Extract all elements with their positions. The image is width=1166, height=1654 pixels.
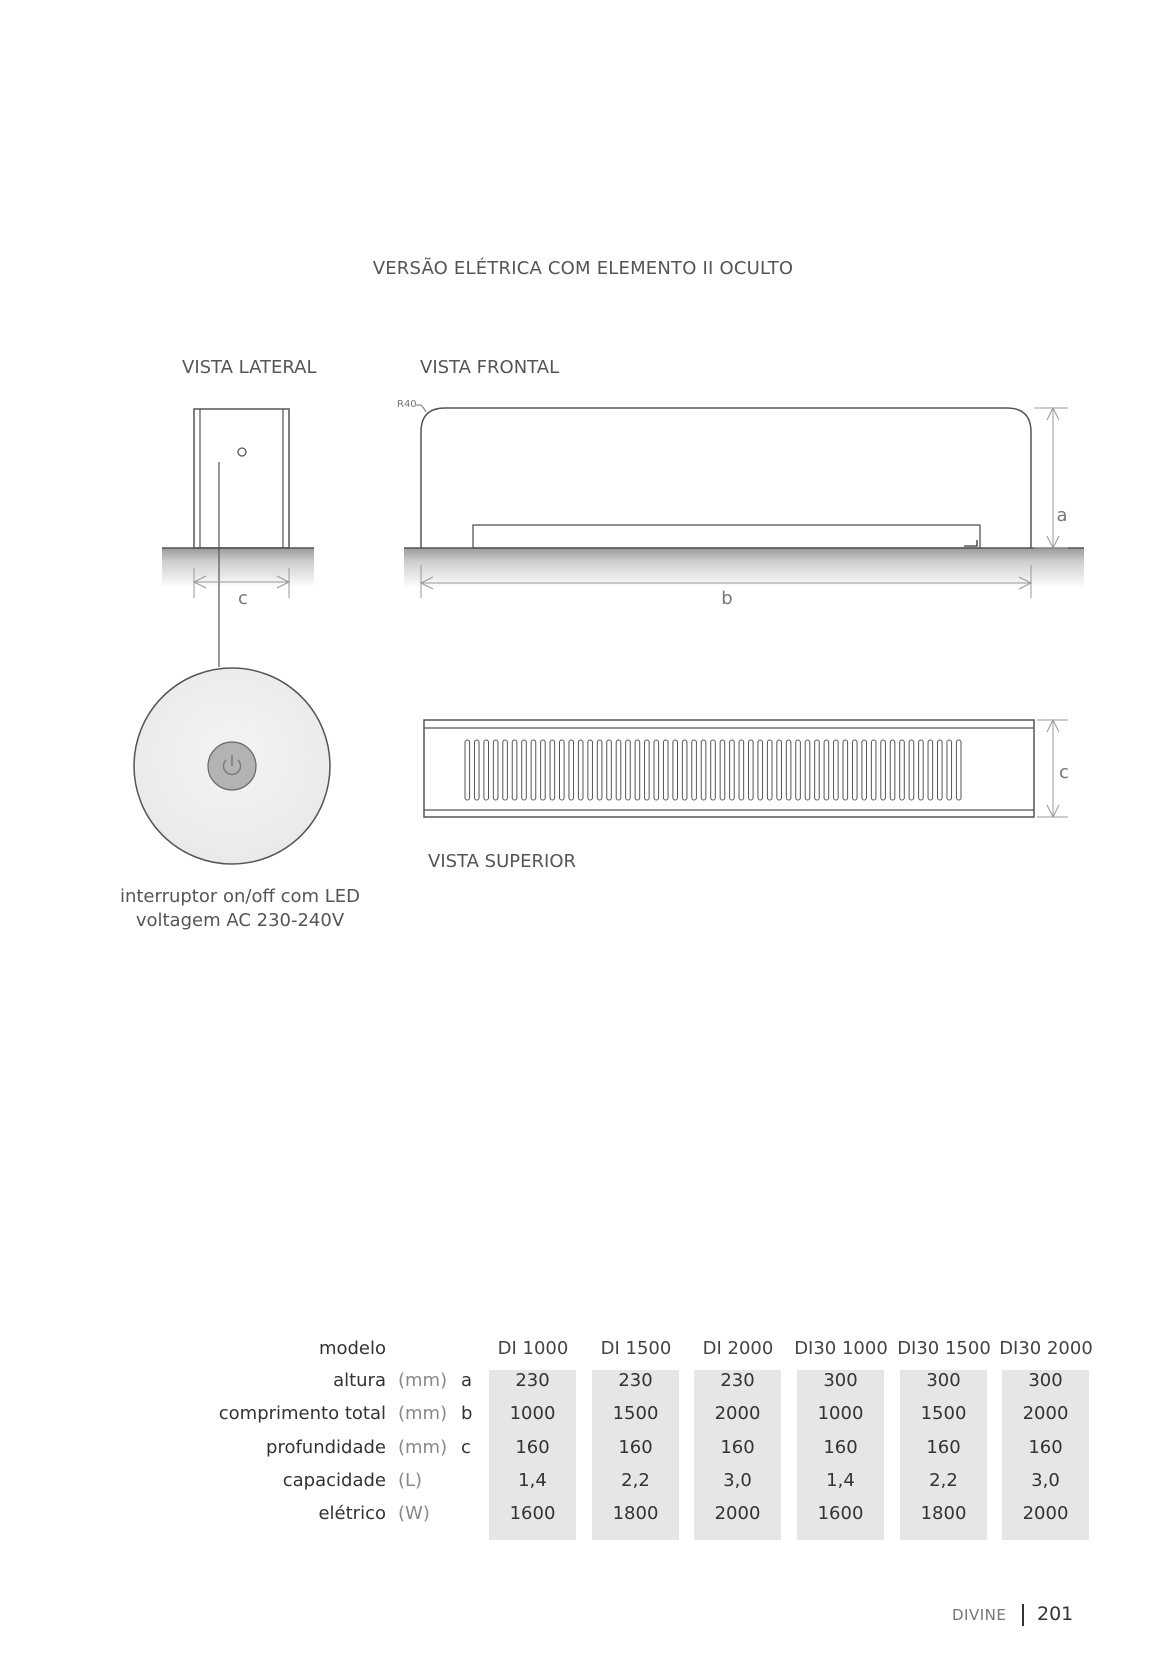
grille-slot <box>749 740 754 800</box>
grille-slot <box>956 740 961 800</box>
grille-slot <box>730 740 735 800</box>
grille-slot <box>919 740 924 800</box>
grille-slot <box>852 740 857 800</box>
spec-cell: 1500 <box>920 1403 967 1424</box>
spec-model-header: DI30 1000 <box>794 1338 888 1359</box>
spec-cell: 1800 <box>920 1503 967 1524</box>
spec-row-unit: (L) <box>398 1470 423 1491</box>
switch-note <box>110 885 370 933</box>
dim-label-b: b <box>721 588 733 609</box>
spec-cell: 2000 <box>714 1403 761 1424</box>
grille-slot <box>824 740 829 800</box>
spec-row-dimension: c <box>461 1437 471 1458</box>
grille-slot <box>645 740 650 800</box>
spec-row-unit: (mm) <box>398 1403 448 1424</box>
spec-cell: 1000 <box>817 1403 864 1424</box>
grille-slot <box>909 740 914 800</box>
grille-slot <box>881 740 886 800</box>
grille-slot <box>512 740 517 800</box>
spec-cell: 2,2 <box>929 1470 958 1491</box>
front-floor <box>404 548 1084 588</box>
spec-cell: 1800 <box>612 1503 659 1524</box>
spec-row-unit: (mm) <box>398 1370 448 1391</box>
grille-slot <box>767 740 772 800</box>
switch-note-line2: voltagem AC 230-240V <box>135 910 345 931</box>
spec-cell: 1000 <box>509 1403 556 1424</box>
specs-header-label: modelo <box>318 1338 386 1359</box>
spec-row-unit: (mm) <box>398 1437 448 1458</box>
spec-cell: 160 <box>618 1437 653 1458</box>
grille-slot <box>938 740 943 800</box>
grille-slot <box>616 740 621 800</box>
grille-slot <box>588 740 593 800</box>
switch-detail <box>134 668 330 864</box>
spec-cell: 1600 <box>817 1503 864 1524</box>
spec-cell: 160 <box>515 1437 550 1458</box>
spec-model-header: DI30 2000 <box>999 1338 1093 1359</box>
grille-slot <box>522 740 527 800</box>
spec-row-dimension: a <box>461 1370 473 1391</box>
spec-row-label: capacidade <box>282 1470 386 1491</box>
grille-slot <box>701 740 706 800</box>
grille-slot <box>947 740 952 800</box>
spec-cell: 160 <box>1028 1437 1063 1458</box>
grille-slot <box>711 740 716 800</box>
grille-slot <box>484 740 489 800</box>
spec-cell: 230 <box>515 1370 550 1391</box>
spec-cell: 160 <box>926 1437 961 1458</box>
grille-slot <box>635 740 640 800</box>
switch-note-line1: interruptor on/off com LED <box>119 886 361 907</box>
spec-model-header: DI 1500 <box>600 1338 672 1359</box>
view-label-frontal: VISTA FRONTAL <box>420 357 560 378</box>
grille-slot <box>805 740 810 800</box>
footer-separator <box>1022 1604 1024 1626</box>
grille-slot <box>531 740 536 800</box>
grille-slot <box>597 740 602 800</box>
grille-slot <box>550 740 555 800</box>
spec-cell: 1,4 <box>826 1470 855 1491</box>
grille-slot <box>493 740 498 800</box>
view-label-lateral: VISTA LATERAL <box>182 357 317 378</box>
grille-slot <box>607 740 612 800</box>
footer-brand: DIVINE <box>952 1606 1007 1624</box>
spec-cell: 230 <box>618 1370 653 1391</box>
grille-slot <box>862 740 867 800</box>
grille-slot <box>777 740 782 800</box>
grille-slot <box>739 740 744 800</box>
grille-slot <box>758 740 763 800</box>
grille-slot <box>890 740 895 800</box>
view-label-superior: VISTA SUPERIOR <box>428 851 576 872</box>
grille-slot <box>578 740 583 800</box>
spec-cell: 1600 <box>509 1503 556 1524</box>
grille-slot <box>465 740 470 800</box>
grille-slot <box>673 740 678 800</box>
spec-cell: 3,0 <box>723 1470 752 1491</box>
spec-model-header: DI30 1500 <box>897 1338 991 1359</box>
spec-cell: 160 <box>720 1437 755 1458</box>
spec-row-label: profundidade <box>266 1437 386 1458</box>
front-inner-element <box>473 525 980 548</box>
spec-cell: 2000 <box>1022 1503 1069 1524</box>
grille-slot <box>834 740 839 800</box>
spec-row-dimension: b <box>461 1403 473 1424</box>
front-body <box>421 408 1031 548</box>
spec-cell: 2000 <box>1022 1403 1069 1424</box>
specs-table <box>0 1338 1166 1548</box>
spec-model-header: DI 1000 <box>497 1338 569 1359</box>
radius-label: R40 <box>397 399 417 410</box>
grille-slot <box>626 740 631 800</box>
spec-cell: 1500 <box>612 1403 659 1424</box>
spec-cell: 230 <box>720 1370 755 1391</box>
spec-cell: 3,0 <box>1031 1470 1060 1491</box>
side-switch-marker <box>238 448 246 456</box>
spec-row-label: comprimento total <box>218 1403 386 1424</box>
spec-row-label: elétrico <box>318 1503 386 1524</box>
spec-cell: 300 <box>926 1370 961 1391</box>
dim-label-c-top: c <box>1059 762 1069 783</box>
grille-slot <box>569 740 574 800</box>
grille-slot <box>786 740 791 800</box>
page-title: VERSÃO ELÉTRICA COM ELEMENTO II OCULTO <box>372 258 794 279</box>
top-view-drawing <box>424 720 1068 817</box>
grille-slot <box>720 740 725 800</box>
spec-row-label: altura <box>333 1370 386 1391</box>
grille-slot <box>560 740 565 800</box>
grille-slot <box>503 740 508 800</box>
grille-slot <box>815 740 820 800</box>
page-number: 201 <box>1037 1603 1074 1625</box>
grille-slot <box>682 740 687 800</box>
side-body <box>194 409 289 548</box>
grille-slot <box>654 740 659 800</box>
grille-slot <box>663 740 668 800</box>
front-view-drawing <box>404 405 1084 598</box>
grille-slot <box>843 740 848 800</box>
spec-row-unit: (W) <box>398 1503 430 1524</box>
dim-label-a: a <box>1056 505 1068 526</box>
grille-slot <box>796 740 801 800</box>
spec-cell: 1,4 <box>518 1470 547 1491</box>
grille-slot <box>474 740 479 800</box>
grille-slot <box>900 740 905 800</box>
dim-label-c-side: c <box>238 588 248 609</box>
spec-cell: 2,2 <box>621 1470 650 1491</box>
grille-slot <box>871 740 876 800</box>
grille-slot <box>541 740 546 800</box>
side-view-drawing <box>162 409 314 667</box>
spec-model-header: DI 2000 <box>702 1338 774 1359</box>
spec-cell: 300 <box>823 1370 858 1391</box>
grille-slots <box>465 740 961 800</box>
grille-slot <box>928 740 933 800</box>
grille-slot <box>692 740 697 800</box>
spec-cell: 300 <box>1028 1370 1063 1391</box>
spec-cell: 2000 <box>714 1503 761 1524</box>
spec-cell: 160 <box>823 1437 858 1458</box>
